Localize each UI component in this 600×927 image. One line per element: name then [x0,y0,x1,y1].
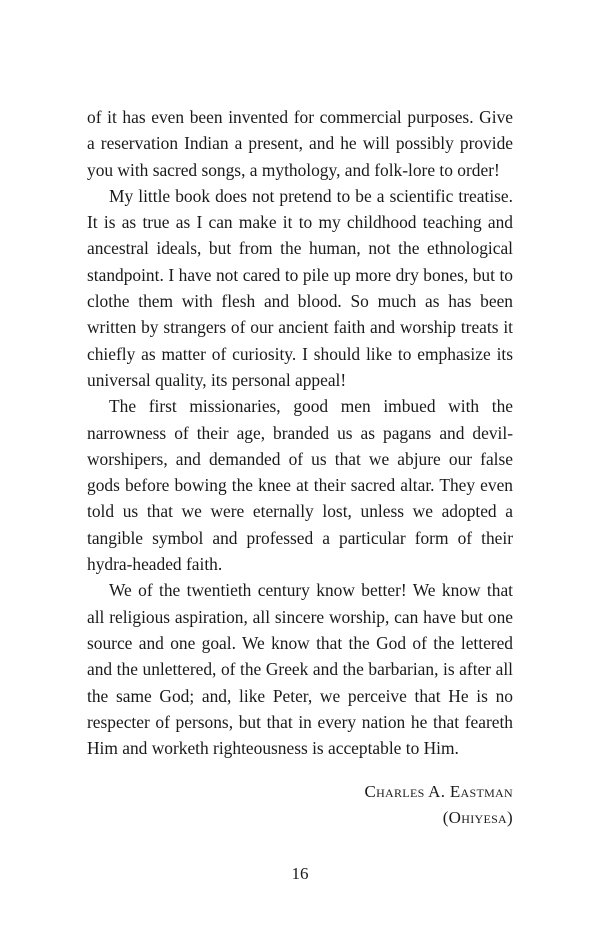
paragraph-2: My little book does not pretend to be a scientific treatise. It is as true as I can make it to my childhood teaching and ancestral ideals, but from the human, not the ethnological standpoint. I have not cared to pile up more dry bones, but to clothe them with flesh and blood. So much as has been written by strangers of our ancient faith and worship treats it chiefly as matter of curiosity. I should like to emphasize its universal quality, its personal appeal! [87,185,513,390]
paragraph-4: We of the twentieth century know better! We know that all religious aspiration, all sincere worship, can have but one source and one goal. We know that the God of the lettered and the unlettered, of the Greek and the barbarian, is after all the same God; and, like Peter, we perceive that He is no respecter of persons, but that in every nation he that feareth Him and worketh righteousness is acceptable to Him. [87,580,513,759]
paragraph-3: The first missionaries, good men imbued with the narrowness of their age, branded us as pagans and devil-worshipers, and demanded of us that we abjure our false gods before bowing the knee at their sacred altar. They even told us that we were eternally lost, unless we adopted a tangible symbol and professed a particular form of their hydra-headed faith. [87,396,513,575]
author-alias: (Ohiyesa) [442,808,513,828]
signature-block [87,779,513,831]
paragraph-1: of it has even been invented for commercial purposes. Give a reservation Indian a present, and he will possibly provide you with sacred songs, a mythology, and folk-lore to order! [87,107,513,180]
page-body [87,104,513,831]
page-number: 16 [291,864,309,883]
author-name: Charles A. Eastman [364,782,513,802]
